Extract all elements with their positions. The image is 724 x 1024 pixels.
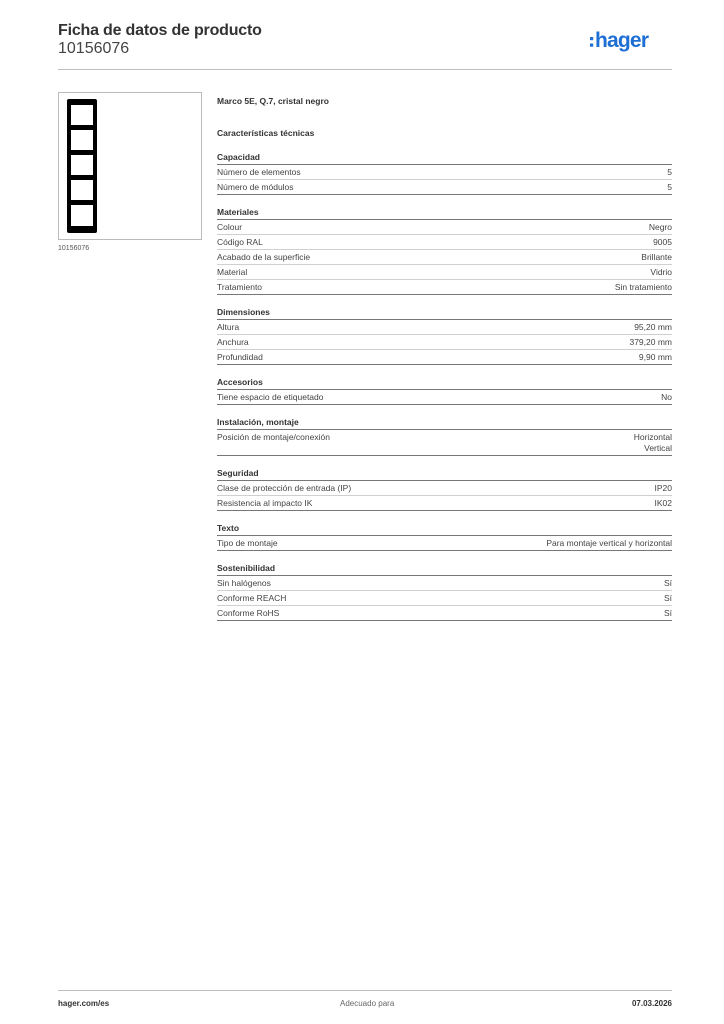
- logo-text: hager: [595, 29, 649, 52]
- spec-value-line: 5: [667, 182, 672, 192]
- spec-row: [217, 320, 672, 335]
- spec-value-line: Sin tratamiento: [614, 282, 672, 292]
- page-header: [58, 22, 672, 70]
- group-title: Dimensiones: [217, 304, 672, 320]
- spec-label: Tiene espacio de etiquetado: [217, 392, 324, 402]
- spec-value-line: Vertical: [644, 443, 672, 453]
- spec-row: [217, 390, 672, 404]
- spec-value-line: Sí: [663, 593, 672, 603]
- spec-group: [217, 149, 672, 195]
- spec-value-line: Vidrio: [650, 267, 672, 277]
- spec-group: [217, 374, 672, 405]
- spec-value-line: Sí: [663, 608, 672, 618]
- spec-row: [217, 165, 672, 180]
- spec-heading: Características técnicas: [217, 128, 315, 138]
- group-title: Seguridad: [217, 465, 672, 481]
- spec-value: [546, 538, 672, 549]
- spec-label: Tipo de montaje: [217, 538, 278, 548]
- spec-group: [217, 520, 672, 551]
- group-title: Texto: [217, 520, 672, 536]
- group-title: Capacidad: [217, 149, 672, 165]
- footer-center-text: Adecuado para: [340, 999, 395, 1008]
- spec-label: Número de elementos: [217, 167, 301, 177]
- spec-row: [217, 280, 672, 294]
- spec-value: [649, 222, 672, 233]
- spec-row: [217, 335, 672, 350]
- spec-row: [217, 536, 672, 550]
- spec-value-line: 379,20 mm: [629, 337, 672, 347]
- spec-group: [217, 204, 672, 295]
- spec-label: Acabado de la superficie: [217, 252, 311, 262]
- spec-label: Número de módulos: [217, 182, 294, 192]
- spec-value-line: Sí: [663, 578, 672, 588]
- spec-value-line: 95,20 mm: [634, 322, 672, 332]
- spec-value-line: IP20: [654, 483, 672, 493]
- specification-panel: [217, 96, 672, 621]
- document-number: 10156076: [58, 40, 130, 57]
- spec-row: [217, 220, 672, 235]
- spec-label: Colour: [217, 222, 243, 232]
- spec-row: [217, 576, 672, 591]
- spec-value: [634, 322, 672, 333]
- group-title: Materiales: [217, 204, 672, 220]
- spec-row: [217, 350, 672, 364]
- group-title: Instalación, montaje: [217, 414, 672, 430]
- group-title: Sostenibilidad: [217, 560, 672, 576]
- spec-label: Conforme RoHS: [217, 608, 280, 618]
- spec-label: Conforme REACH: [217, 593, 287, 603]
- spec-value: [661, 392, 672, 403]
- spec-label: Anchura: [217, 337, 249, 347]
- spec-value-line: No: [661, 392, 672, 402]
- spec-value: [641, 252, 672, 263]
- footer-website[interactable]: hager.com/es: [58, 999, 110, 1008]
- spec-value: [655, 483, 673, 494]
- product-image: [58, 92, 202, 240]
- spec-value: [664, 608, 672, 619]
- spec-value: [667, 182, 672, 193]
- spec-value-line: Brillante: [641, 252, 672, 262]
- hager-logo: [590, 28, 672, 54]
- spec-group: [217, 465, 672, 511]
- spec-group: [217, 414, 672, 456]
- spec-row: [217, 265, 672, 280]
- spec-value: [650, 267, 672, 278]
- spec-value-line: 5: [667, 167, 672, 177]
- spec-groups: [217, 149, 672, 621]
- spec-row: [217, 496, 672, 510]
- spec-value: [653, 237, 672, 248]
- spec-row: [217, 250, 672, 265]
- document-title: Ficha de datos de producto: [58, 22, 262, 39]
- spec-label: Altura: [217, 322, 240, 332]
- spec-value: [629, 337, 672, 348]
- spec-value-line: 9005: [653, 237, 672, 247]
- spec-group: [217, 560, 672, 621]
- spec-value-line: IK02: [654, 498, 672, 508]
- spec-value: [667, 167, 672, 178]
- spec-row: [217, 591, 672, 606]
- image-caption: 10156076: [58, 245, 90, 252]
- spec-label: Posición de montaje/conexión: [217, 432, 330, 442]
- spec-value: [664, 578, 672, 589]
- spec-label: Código RAL: [217, 237, 263, 247]
- spec-value-line: 9,90 mm: [638, 352, 672, 362]
- spec-value-line: Negro: [648, 222, 672, 232]
- spec-group: [217, 304, 672, 365]
- spec-label: Clase de protección de entrada (IP): [217, 483, 352, 493]
- spec-value-line: Horizontal: [633, 432, 672, 442]
- spec-value-line: Para montaje vertical y horizontal: [546, 538, 672, 548]
- spec-row: [217, 481, 672, 496]
- spec-value: [639, 352, 672, 363]
- page-footer: [58, 990, 672, 1014]
- spec-value: [664, 593, 672, 604]
- group-title: Accesorios: [217, 374, 672, 390]
- spec-label: Profundidad: [217, 352, 263, 362]
- spec-label: Material: [217, 267, 248, 277]
- spec-value: [655, 498, 673, 509]
- spec-label: Tratamiento: [217, 282, 263, 292]
- product-name: Marco 5E, Q.7, cristal negro: [217, 96, 329, 106]
- spec-value: [634, 432, 672, 454]
- spec-row: [217, 430, 672, 455]
- five-gang-frame-icon: [59, 93, 201, 239]
- footer-date: 07.03.2026: [631, 999, 672, 1008]
- spec-label: Resistencia al impacto IK: [217, 498, 313, 508]
- spec-row: [217, 180, 672, 194]
- spec-row: [217, 606, 672, 620]
- spec-row: [217, 235, 672, 250]
- spec-label: Sin halógenos: [217, 578, 271, 588]
- spec-value: [615, 282, 672, 293]
